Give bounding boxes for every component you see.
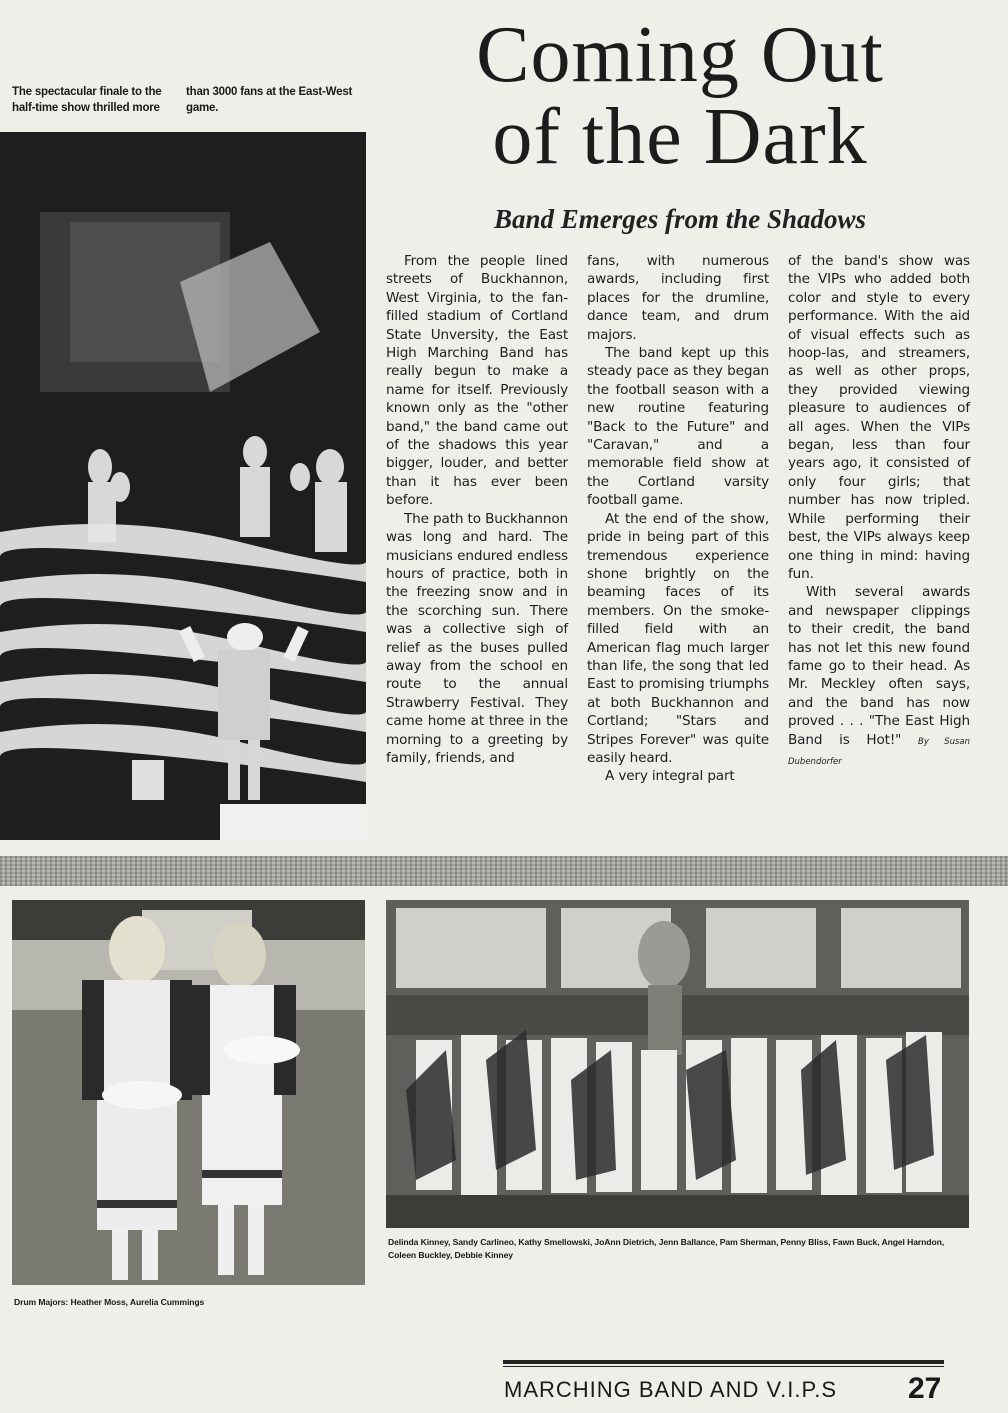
caption-drum-majors: Drum Majors: Heather Moss, Aurelia Cummings [14,1297,205,1307]
caption-halftime-left: The spectacular finale to the half-time show thrilled more [12,86,162,114]
caption-vips: Delinda Kinney, Sandy Carlineo, Kathy Smellowski, JoAnn Dietrich, Jenn Ballance, Pam Sherman, Penny Bliss, Fawn Buck, Angel Harndon, Coleen Buckley, Debbie Kinney [388,1237,945,1260]
footer-rule [503,1360,944,1364]
article-column-2 [587,252,769,786]
article-paragraph: fans, with numerous awards, including first places for the drumline, dance team, and drum majors. [587,253,769,343]
article-paragraph: A very integral part [605,768,735,785]
article-paragraph: of the band's show was the VIPs who added both color and style to every performance. With the aid of visual effects such as hoop-las, and streamers, as well as other props, they provided viewing pleasure to audiences of all ages. When the VIPs began, less than four years ago, it consisted of only four girls; that number has now tripled. While performing their best, the VIPs always keep one thing in mind: having fun. [788,253,970,582]
halftone-divider [0,856,1008,886]
article-paragraph: The band kept up this steady pace as they began the football season with a new routine featuring "Back to the Future" and "Caravan," and a memorable field show at the Cortland varsity football game. [587,345,769,509]
article-column-1 [386,252,568,767]
article-paragraph [788,583,970,771]
article-closing-text: With several awards and newspaper clippings to their credit, the band has not let this new found fame go to their head. As Mr. Meckley often says, and the band has now proved . . . "The East High Band is Hot!" [788,584,970,748]
article-paragraph: The path to Buckhannon was long and hard. The musicians endured endless hours of practice, both in the freezing snow and in the scorching sun. There was a collective sigh of relief as the buses pulled away from the school en route to the annual Strawberry Festival. They came home at three in the morning to a greeting by family, friends, and [386,510,568,766]
article-paragraph: At the end of the show, pride in being part of this tremendous experience shone brightly on the beaming faces of its members. On the smoke-filled field with an American flag much larger than life, the song that led East to promising triumphs at both Buckhannon and Cortland; "Stars and Stripes Forever" was quite easily heard. [587,510,769,766]
page-number: 27 [908,1372,942,1405]
drum-majors-photo [12,900,365,1285]
halftime-show-photo [0,132,366,840]
headline [400,11,960,181]
article-paragraph: From the people lined streets of Buckhannon, West Virginia, to the fan-filled stadium of Cortland State Unversity, the East High Marching Band has really begun to make a name for itself. Previously known only as the "other band," the band came out of the shadows this year bigger, louder, and better than it has ever been before. [386,253,568,509]
caption-halftime-right: than 3000 fans at the East-West game. [186,86,353,114]
subheadline: Band Emerges from the Shadows [493,204,867,234]
headline-line-2: of the Dark [492,93,868,181]
byline: By Susan Dubendorfer [788,736,970,767]
headline-line-1: Coming Out [476,11,884,99]
vips-group-photo [386,900,969,1228]
footer-section-title: MARCHING BAND AND V.I.P.S [504,1377,838,1402]
article-column-3 [788,252,970,771]
footer-rule-thin [503,1366,944,1367]
